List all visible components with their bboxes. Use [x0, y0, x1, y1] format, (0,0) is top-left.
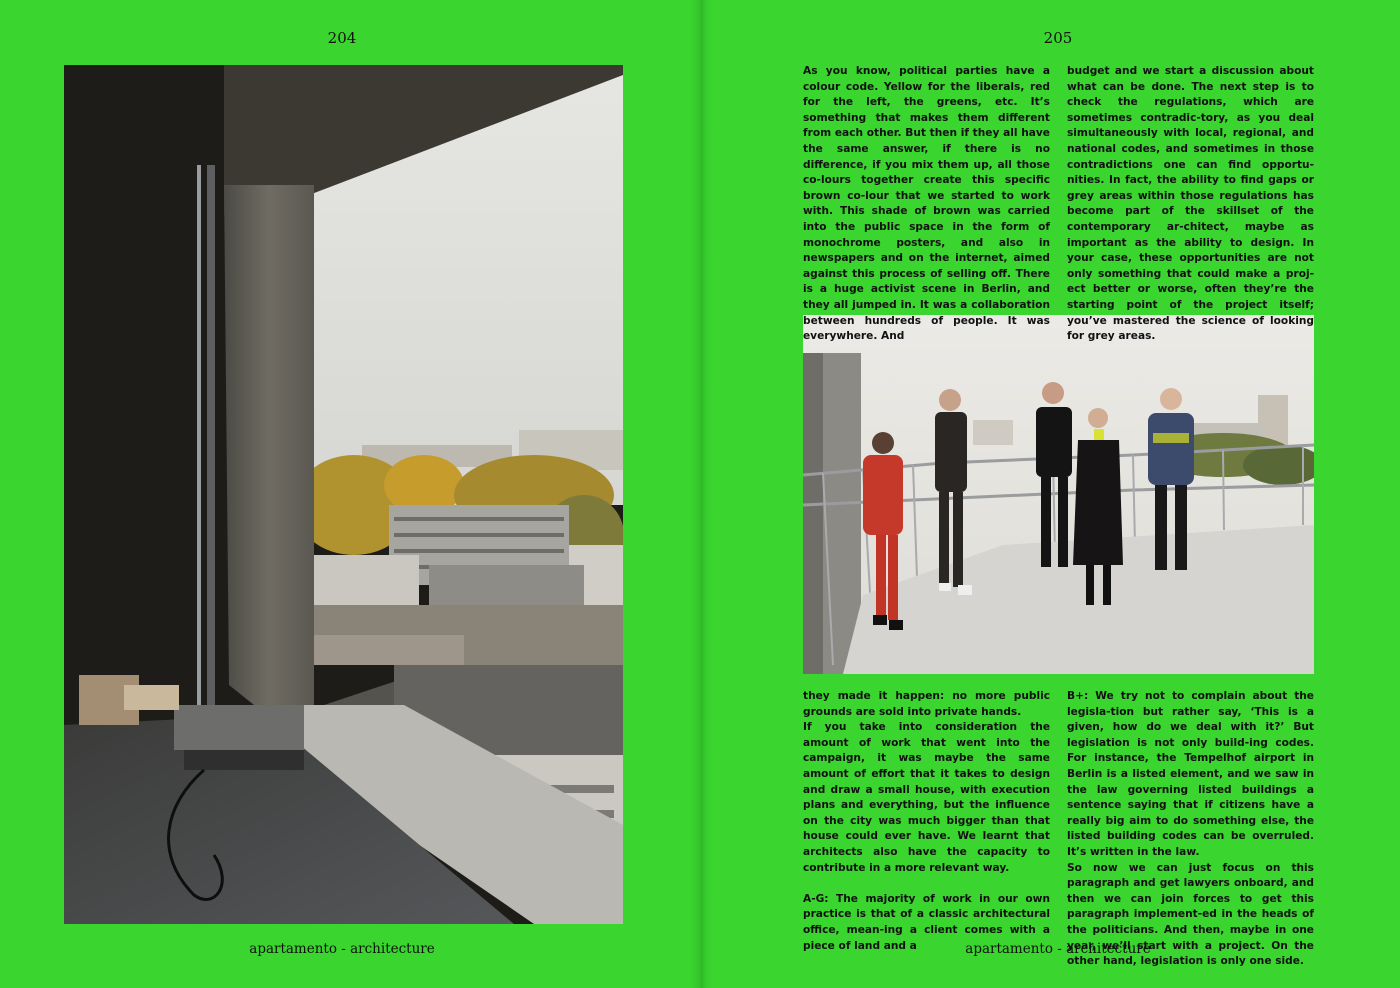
group-rooftop-illustration — [803, 315, 1314, 674]
paragraph: they made it happen: no more public grounds are sold into private hands. — [803, 690, 1050, 718]
paragraph: A-G: The majority of work in our own practice is that of a classic architectural office, mean-ing a client comes with a piece of land and a — [803, 892, 1050, 952]
paragraph: As you know, political parties have a colour code. Yellow for the liberals, red for the left, the greens, etc. It’s something that makes them different from each other. But then if they all have the same answer, if there is no difference, if you mix them up, all those co-lours together create this specific brown co-lour that we started to work with. This shade of brown was carried into the public space in the form of monochrome posters, and also in newspapers and on the internet, aimed against this process of selling off. There is a huge activist scene in Berlin, and they all jumped in. It was a collaboration between hundreds of people. It was everywhere. And — [803, 65, 1050, 343]
text-column-bottom-left — [803, 689, 1050, 954]
window-view-illustration — [64, 65, 623, 924]
text-column-top-right — [1067, 64, 1314, 345]
window-view-photo — [64, 65, 623, 924]
text-column-bottom-right — [1067, 689, 1314, 970]
page-number-right: 205 — [1043, 29, 1073, 47]
paragraph: If you take into consideration the amount of work that went into the campaign, it was maybe the same amount of effort that it takes to design and draw a small house, with execution plans and everything, but the influence on the city was much bigger than that house could ever have. We learnt that architects also have the capacity to contribute in a more relevant way. — [803, 721, 1050, 874]
paragraph: budget and we start a discussion about what can be done. The next step is to check the regulations, which are sometimes contradic-tory, as you deal simultaneously with local, regional, and national codes, and sometimes in those contradictions one can find opportu-nities. In fact, the ability to find gaps or grey areas within those regulations has become part of the skillset of the contemporary ar-chitect, maybe as important as the ability to design. In your case, these opportunities are not only something that could make a proj-ect better or worse, often they’re the starting point of the project itself; you’ve mastered the science of looking for grey areas. — [1067, 65, 1314, 343]
group-rooftop-photo — [803, 315, 1314, 674]
paragraph: B+: We try not to complain about the legisla-tion but rather say, ‘This is a given, how do we deal with it?’ But legislation is not only build-ing codes. For instance, the Tempelhof airport in Berlin is a listed element, and we saw in the law governing listed buildings a sentence saying that if citizens have a really big aim to do something else, the listed building codes can be overruled. It’s written in the law. — [1067, 690, 1314, 858]
running-footer-left: apartamento - architecture — [249, 941, 435, 957]
page-number-left: 204 — [327, 29, 357, 47]
running-footer-right: apartamento - architecture — [965, 941, 1151, 957]
book-gutter — [690, 0, 712, 988]
text-column-top-left — [803, 64, 1050, 345]
paragraph: So now we can just focus on this paragraph and get lawyers onboard, and then we can join forces to get this paragraph implement-ed in the heads of the politicians. And then, maybe in one year, we’ll start with a project. On the other hand, legislation is only one side. — [1067, 861, 1314, 968]
